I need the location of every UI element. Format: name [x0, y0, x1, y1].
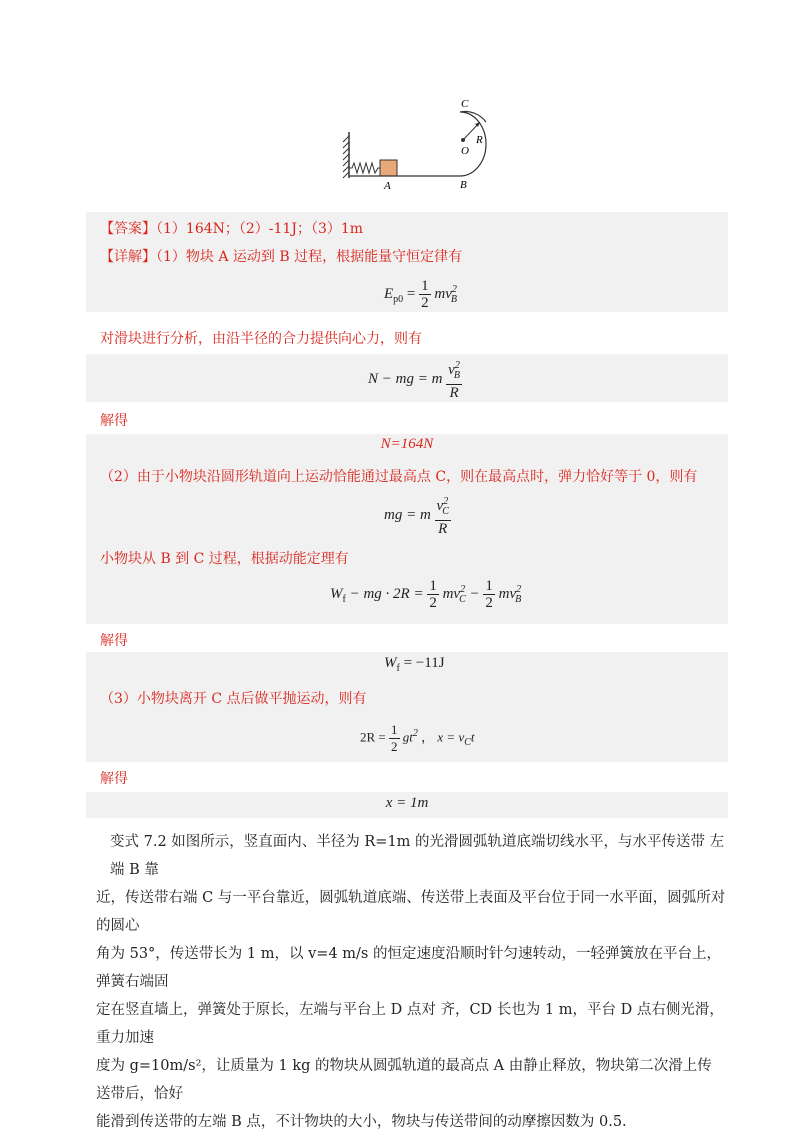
eq1-lhs: E	[384, 285, 394, 302]
equation-4	[330, 578, 521, 611]
label-c: C	[461, 98, 469, 110]
equation-3	[384, 494, 451, 537]
result2-sub: f	[396, 663, 400, 674]
eq5-b-sup: 2	[412, 728, 418, 740]
solve-1: 解得	[100, 413, 128, 429]
eq5-c: x = v	[437, 729, 465, 745]
variant-line-5: 度为 g=10m/s²，让质量为 1 kg 的物块从圆弧轨道的最高点 A 由静止释放，物块第二次滑上传送带后，恰好	[96, 1058, 712, 1102]
eq1-v: v	[445, 285, 452, 302]
wall-hatching	[343, 136, 349, 178]
result-1: N=164N	[380, 436, 434, 452]
variant-line-4: 定在竖直墙上，弹簧处于原长，左端与平台上 D 点对 齐，CD 长也为 1 m，平台 D 点右侧光滑，重力加速	[96, 1002, 724, 1046]
eq4-frac1-num: 1	[429, 578, 437, 594]
eq5-c-sub: C	[464, 737, 471, 749]
eq2-frac	[446, 358, 462, 401]
label-a: A	[384, 180, 391, 192]
eq5-c-tail: t	[470, 729, 475, 745]
eq2-num-sup: 2	[454, 360, 460, 371]
result2-w: W	[384, 655, 397, 671]
eq4-term2-sup: 2	[516, 583, 522, 595]
eq5-sep: ，	[421, 729, 435, 745]
eq3-num-sub: C	[442, 506, 449, 517]
variant-line-2: 近，传送带右端 C 与一平台靠近，圆弧轨道底端、传送带上表面及平台位于同一水平面，圆弧所对的圆心	[96, 890, 726, 934]
eq3-lhs: mg = m	[384, 506, 431, 523]
eq2-num-sub: B	[453, 370, 460, 381]
eq4-term1-sub: C	[459, 593, 466, 605]
label-o: O	[461, 145, 469, 157]
label-r: R	[476, 134, 483, 146]
answer-line	[100, 218, 363, 238]
eq3-num-sup: 2	[443, 496, 449, 507]
result-2	[384, 655, 445, 674]
part2-intro: （2）由于小物块沿圆形轨道向上运动恰能通过最高点 C，则在最高点时，弹力恰好等于 0，则有	[100, 469, 698, 485]
eq4-w: W	[330, 585, 343, 602]
eq4-frac2-den: 2	[485, 595, 493, 611]
part1-intro: （1）物块 A 运动到 B 过程，根据能量守恒定律有	[156, 249, 463, 265]
eq1-frac-num: 1	[421, 278, 429, 294]
eq1-sub: p0	[393, 293, 404, 305]
eq1-frac	[419, 278, 431, 311]
part3-intro: （3）小物块离开 C 点后做平抛运动，则有	[100, 691, 367, 707]
equation-5	[360, 722, 475, 755]
block-a	[380, 160, 397, 176]
eq5-frac	[389, 722, 400, 755]
eq2-num: v	[448, 362, 455, 378]
variant-paragraph	[96, 828, 726, 1136]
eq3-frac	[435, 494, 451, 537]
eq4-frac2	[483, 578, 495, 611]
eq4-term2-sub: B	[515, 593, 522, 605]
physics-diagram	[330, 92, 510, 192]
label-b: B	[460, 179, 467, 191]
solve-2: 解得	[100, 633, 128, 649]
eq5-b: gt	[402, 729, 413, 745]
equation-2	[368, 358, 462, 401]
eq5-frac-den: 2	[391, 739, 398, 754]
spring-track-diagram	[330, 92, 510, 192]
eq2-lhs: N − mg = m	[368, 370, 443, 387]
eq4-frac1-den: 2	[429, 595, 437, 611]
eq3-num: v	[436, 498, 444, 514]
spring	[349, 163, 380, 173]
detail-label: 【详解】	[100, 249, 156, 265]
variant-line-3: 角为 53°，传送带长为 1 m，以 v=4 m/s 的恒定速度沿顺时针匀速转动，一轻弹簧放在平台上，弹簧右端固	[96, 946, 721, 990]
eq4-frac1	[427, 578, 439, 611]
solve-3: 解得	[100, 771, 128, 787]
eq4-term1-sup: 2	[460, 583, 466, 595]
eq4-term1: mv	[442, 585, 461, 602]
eq1-vsub: B	[450, 293, 458, 305]
answer-label: 【答案】	[100, 221, 156, 237]
eq1-m: m	[434, 285, 446, 302]
analysis-text: 对滑块进行分析，由沿半径的合力提供向心力，则有	[100, 331, 422, 347]
eq4-mid: − mg · 2R =	[349, 585, 424, 602]
eq2-den: R	[449, 385, 459, 401]
eq5-a: 2R =	[360, 729, 386, 745]
variant-line-1: 变式 7.2 如图所示，竖直面内、半径为 R=1m 的光滑圆弧轨道底端切线水平，与水平传送带 左端 B 靠	[110, 834, 725, 878]
eq5-frac-num: 1	[391, 722, 398, 737]
eq1-frac-den: 2	[421, 295, 429, 311]
eq4-term2: mv	[498, 585, 517, 602]
detail-line	[100, 246, 462, 266]
eq1-sup: 2	[451, 283, 457, 295]
eq4-minus: −	[469, 585, 480, 602]
equation-1	[384, 278, 457, 311]
eq1-equals: =	[406, 285, 416, 302]
result2-rhs: = −11J	[403, 655, 445, 671]
variant-line-6: 能滑到传送带的左端 B 点，不计物块的大小，物块与传送带间的动摩擦因数为 0.5.	[96, 1114, 627, 1130]
result-3: x = 1m	[385, 795, 429, 811]
answer-text: （1）164N；（2）-11J；（3）1m	[156, 221, 364, 237]
eq4-frac2-num: 1	[485, 578, 493, 594]
eq3-den: R	[438, 521, 448, 537]
eq4-w-sub: f	[342, 593, 346, 605]
part2-text: 小物块从 B 到 C 过程，根据动能定理有	[100, 551, 349, 567]
